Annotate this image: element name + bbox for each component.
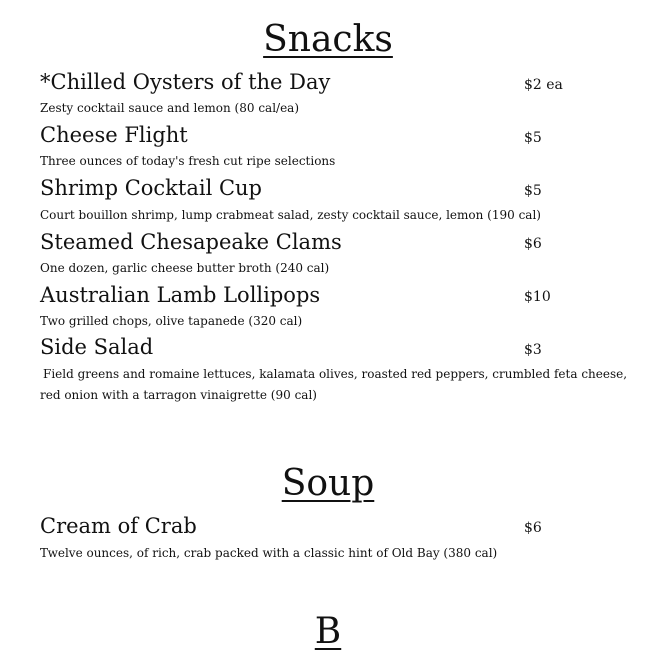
item-desc-shrimp-cocktail: Court bouillon shrimp, lump crabmeat salad, zesty cocktail sauce, lemon (190 cal) xyxy=(40,208,541,222)
item-price-side-salad: $3 xyxy=(524,342,542,358)
item-name-lamb-lollipops: Australian Lamb Lollipops xyxy=(40,283,321,307)
item-desc-cream-of-crab: Twelve ounces, of rich, crab packed with a classic hint of Old Bay (380 cal) xyxy=(40,546,498,560)
item-name-oysters: *Chilled Oysters of the Day xyxy=(40,70,331,94)
item-name-side-salad: Side Salad xyxy=(40,335,154,359)
item-price-chesapeake-clams: $6 xyxy=(524,236,542,252)
section-title-next: B xyxy=(314,611,342,652)
item-name-shrimp-cocktail: Shrimp Cocktail Cup xyxy=(40,176,262,200)
section-title-snacks: Snacks xyxy=(263,19,393,60)
item-price-cream-of-crab: $6 xyxy=(524,520,542,536)
item-name-cream-of-crab: Cream of Crab xyxy=(40,514,197,538)
item-desc-chesapeake-clams: One dozen, garlic cheese butter broth (240 cal) xyxy=(40,261,330,275)
item-desc-lamb-lollipops: Two grilled chops, olive tapanede (320 cal) xyxy=(40,314,303,328)
item-price-oysters: $2 ea xyxy=(524,77,563,93)
item-price-lamb-lollipops: $10 xyxy=(524,289,551,305)
item-desc-side-salad-line1: Field greens and romaine lettuces, kalamata olives, roasted red peppers, crumbled feta cheese, xyxy=(43,367,628,381)
item-price-shrimp-cocktail: $5 xyxy=(524,183,542,199)
section-title-soup: Soup xyxy=(281,463,375,504)
item-desc-oysters: Zesty cocktail sauce and lemon (80 cal/ea) xyxy=(40,101,300,115)
item-name-cheese-flight: Cheese Flight xyxy=(40,123,188,147)
item-desc-side-salad-line2: red onion with a tarragon vinaigrette (90 cal) xyxy=(40,388,317,402)
item-price-cheese-flight: $5 xyxy=(524,130,542,146)
item-name-chesapeake-clams: Steamed Chesapeake Clams xyxy=(40,230,342,254)
item-desc-side-salad xyxy=(40,364,628,406)
item-desc-cheese-flight: Three ounces of today's fresh cut ripe selections xyxy=(40,154,336,168)
